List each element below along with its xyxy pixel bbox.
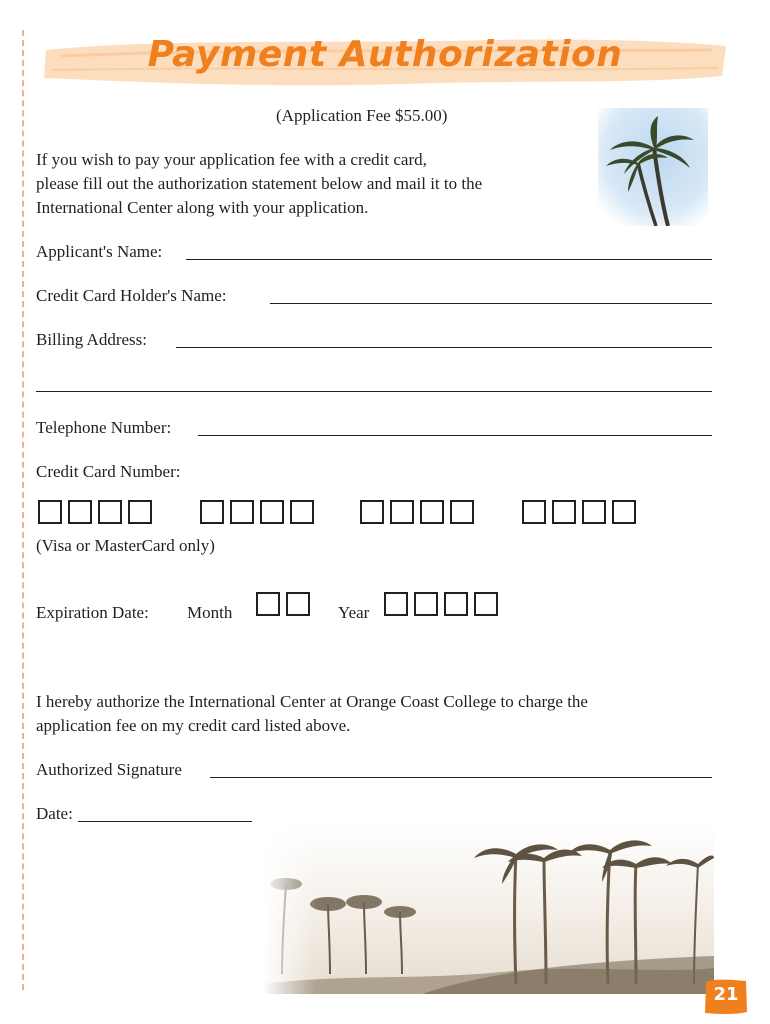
digit-box[interactable] bbox=[98, 500, 122, 524]
billing-address-label: Billing Address: bbox=[36, 330, 147, 349]
card-number-group-1[interactable] bbox=[38, 500, 158, 524]
digit-box[interactable] bbox=[290, 500, 314, 524]
intro-line-1: If you wish to pay your application fee with a credit card, bbox=[36, 150, 427, 169]
digit-box[interactable] bbox=[420, 500, 444, 524]
digit-box[interactable] bbox=[286, 592, 310, 616]
digit-box[interactable] bbox=[200, 500, 224, 524]
digit-box[interactable] bbox=[612, 500, 636, 524]
authorization-line-2: application fee on my credit card listed above. bbox=[36, 716, 351, 735]
palm-trees-landscape-photo bbox=[262, 824, 714, 994]
digit-box[interactable] bbox=[360, 500, 384, 524]
telephone-label: Telephone Number: bbox=[36, 418, 172, 437]
signature-label: Authorized Signature bbox=[36, 760, 182, 779]
digit-box[interactable] bbox=[260, 500, 284, 524]
digit-box[interactable] bbox=[474, 592, 498, 616]
applicant-name-label: Applicant's Name: bbox=[36, 242, 163, 261]
signature-field[interactable] bbox=[210, 777, 712, 778]
telephone-field[interactable] bbox=[198, 435, 712, 436]
digit-box[interactable] bbox=[38, 500, 62, 524]
intro-line-2: please fill out the authorization statement below and mail it to the bbox=[36, 174, 483, 193]
page-border-dashes bbox=[22, 30, 24, 990]
digit-box[interactable] bbox=[444, 592, 468, 616]
page-number: 21 bbox=[713, 984, 739, 1005]
applicant-name-field[interactable] bbox=[186, 259, 712, 260]
fee-note: (Application Fee $55.00) bbox=[276, 106, 448, 125]
card-number-group-2[interactable] bbox=[200, 500, 320, 524]
billing-address-field-line-2[interactable] bbox=[36, 391, 712, 392]
year-label: Year bbox=[338, 603, 370, 622]
palm-tree-photo bbox=[598, 108, 708, 226]
digit-box[interactable] bbox=[522, 500, 546, 524]
expiration-label: Expiration Date: bbox=[36, 603, 149, 622]
date-label: Date: bbox=[36, 804, 73, 823]
digit-box[interactable] bbox=[450, 500, 474, 524]
digit-box[interactable] bbox=[384, 592, 408, 616]
digit-box[interactable] bbox=[230, 500, 254, 524]
page-title: Payment Authorization bbox=[147, 34, 623, 75]
card-holder-name-label: Credit Card Holder's Name: bbox=[36, 286, 227, 305]
digit-box[interactable] bbox=[414, 592, 438, 616]
digit-box[interactable] bbox=[582, 500, 606, 524]
digit-box[interactable] bbox=[256, 592, 280, 616]
card-number-group-4[interactable] bbox=[522, 500, 642, 524]
authorization-line-1: I hereby authorize the International Center at Orange Coast College to charge the bbox=[36, 692, 588, 711]
date-field[interactable] bbox=[78, 821, 252, 822]
intro-line-3: International Center along with your application. bbox=[36, 198, 369, 217]
card-number-label: Credit Card Number: bbox=[36, 462, 181, 481]
digit-box[interactable] bbox=[390, 500, 414, 524]
billing-address-field-line-1[interactable] bbox=[176, 347, 712, 348]
card-number-group-3[interactable] bbox=[360, 500, 480, 524]
digit-box[interactable] bbox=[552, 500, 576, 524]
expiration-month-boxes[interactable] bbox=[256, 592, 316, 616]
digit-box[interactable] bbox=[128, 500, 152, 524]
month-label: Month bbox=[187, 603, 233, 622]
card-type-note: (Visa or MasterCard only) bbox=[36, 536, 215, 555]
expiration-year-boxes[interactable] bbox=[384, 592, 504, 616]
digit-box[interactable] bbox=[68, 500, 92, 524]
card-holder-name-field[interactable] bbox=[270, 303, 712, 304]
